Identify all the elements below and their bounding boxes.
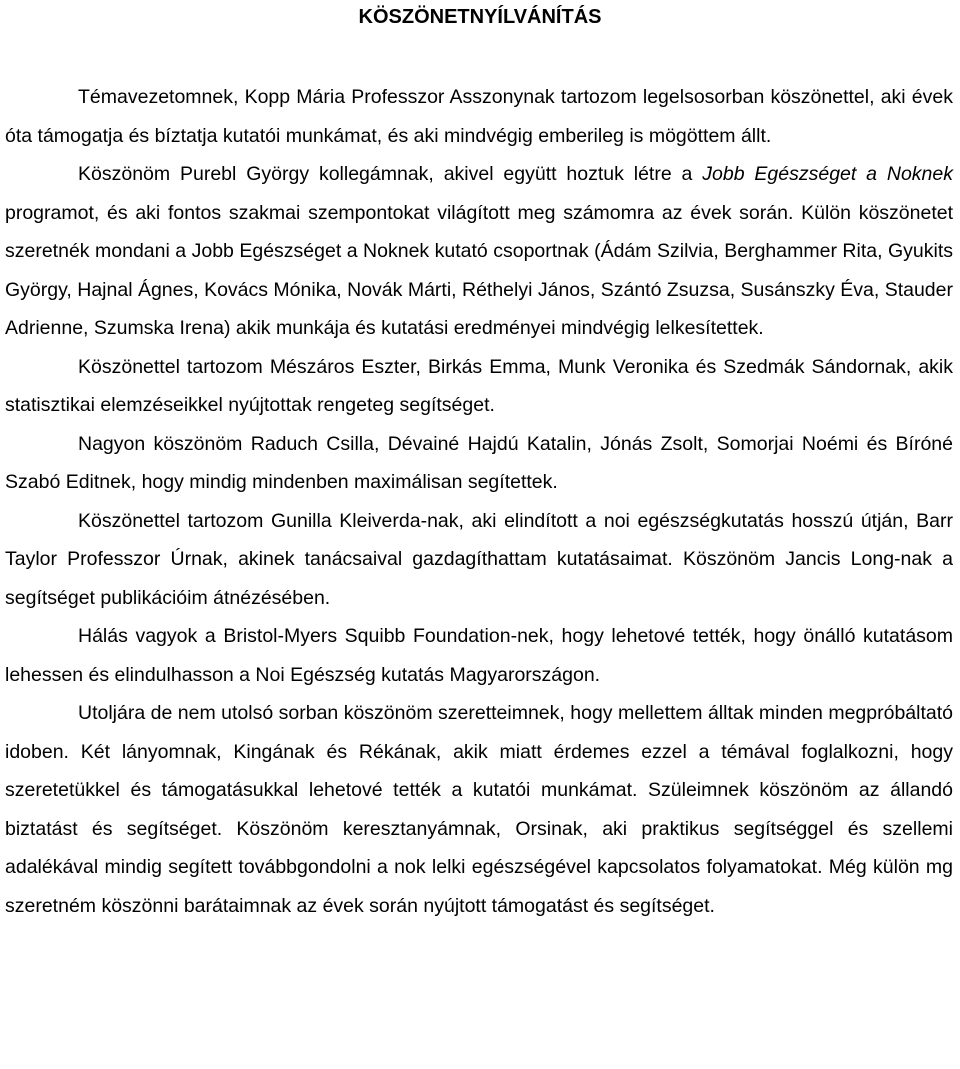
paragraph-text: programot, és aki fontos szakmai szempontokat világított meg számomra az évek során. Külön köszönetet szeretnék mondani a Jobb Egészséget a Noknek kutató csoportnak (Ádám Szilvia, Berghammer Rita, Gyukits György, Hajnal Ágnes, Kovács Mónika, Novák Márti, Réthelyi János, Szántó Zsuzsa, Susánszky Éva, Stauder Adrienne, Szumska Irena) akik munkája és kutatási eredményei mindvégig lelkesítettek. bbox=[5, 201, 953, 339]
paragraph-text: Köszönettel tartozom Mészáros Eszter, Birkás Emma, Munk Veronika és Szedmák Sándornak, akik statisztikai elemzéseikkel nyújtottak rengeteg segítséget. bbox=[5, 355, 953, 416]
paragraph-mentors bbox=[5, 502, 953, 618]
paragraph-statistics bbox=[5, 348, 953, 425]
acknowledgements-page bbox=[5, 0, 953, 925]
page-title: KÖSZÖNETNYÍLVÁNÍTÁS bbox=[358, 6, 602, 28]
paragraph-text: Hálás vagyok a Bristol-Myers Squibb Foundation-nek, hogy lehetové tették, hogy önálló kutatásom lehessen és elindulhasson a Noi Egészség kutatás Magyarországon. bbox=[5, 625, 953, 686]
paragraph-text: Témavezetomnek, Kopp Mária Professzor Asszonynak tartozom legelsosorban köszönettel, aki évek óta támogatja és bíztatja kutatói munkámat, és aki mindvégig emberileg is mögöttem állt. bbox=[5, 86, 953, 147]
paragraph-foundation bbox=[5, 617, 953, 694]
paragraph-text: Köszönöm Purebl György kollegámnak, akivel együtt hoztuk létre a bbox=[78, 163, 703, 185]
paragraph-text: Nagyon köszönöm Raduch Csilla, Dévainé Hajdú Katalin, Jónás Zsolt, Somorjai Noémi és Bíróné Szabó Editnek, hogy mindig mindenben maximálisan segítettek. bbox=[5, 432, 953, 493]
paragraph-text: Köszönettel tartozom Gunilla Kleiverda-nak, aki elindított a noi egészségkutatás hosszú útján, Barr Taylor Professzor Úrnak, akinek tanácsaival gazdagíthattam kutatásaimat. Köszönöm Jancis Long-nak a segítséget publikációim átnézésében. bbox=[5, 509, 953, 609]
program-name-italic: Jobb Egészséget a Noknek bbox=[702, 163, 953, 185]
paragraph-text: Utoljára de nem utolsó sorban köszönöm szeretteimnek, hogy mellettem álltak minden megpróbáltató idoben. Két lányomnak, Kingának és Rékának, akik miatt érdemes ezzel a témával foglalkozni, hogy szeretetükkel és támogatásukkal lehetové tették a kutatói munkámat. Szüleimnek köszönöm az állandó biztatást és segítséget. Köszönöm keresztanyámnak, Orsinak, aki praktikus segítséggel és szellemi adalékával mindig segített továbbgondolni a nok lelki egészségével kapcsolatos folyamatokat. Még külön mg szeretném köszönni barátaimnak az évek során nyújtott támogatást és segítséget. bbox=[5, 702, 953, 917]
paragraph-assistants bbox=[5, 425, 953, 502]
paragraph-colleagues bbox=[5, 155, 953, 348]
paragraph-supervisor bbox=[5, 78, 953, 155]
paragraph-family bbox=[5, 694, 953, 925]
